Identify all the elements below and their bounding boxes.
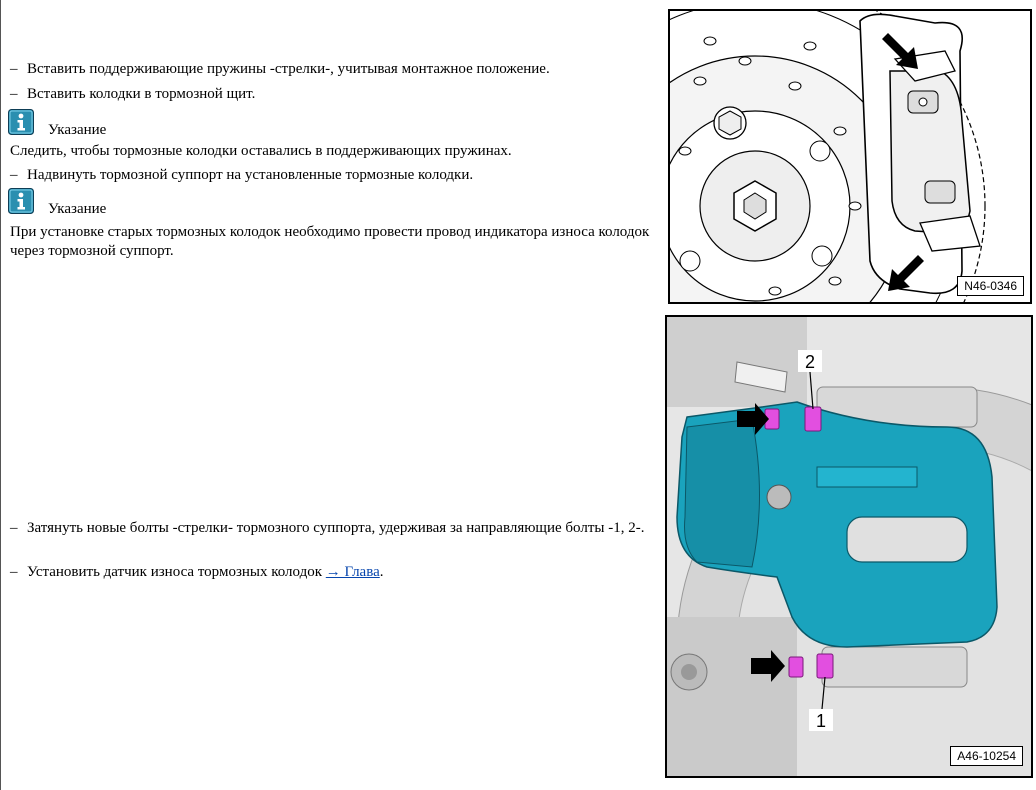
- step-dash: –: [10, 61, 18, 77]
- step-text: Затянуть новые болты -стрелки- тормозного суппорта, удерживая за направляющие болты -1, 2-.: [27, 520, 645, 536]
- figure-caliper-mounted: [665, 315, 1033, 778]
- note-text: При установке старых тормозных колодок необходимо провести провод индикатора износа колодок через тормозной суппорт.: [10, 224, 650, 259]
- brake-pad-illustration: [670, 11, 1030, 302]
- chapter-link[interactable]: → Глава: [325, 564, 380, 580]
- info-icon: [8, 109, 34, 135]
- left-border: [0, 0, 1, 790]
- info-icon: [8, 188, 34, 214]
- step-dash: –: [10, 564, 18, 580]
- step-text: Надвинуть тормозной суппорт на установленные тормозные колодки.: [27, 167, 474, 183]
- figure-caption: N46-0346: [957, 276, 1024, 296]
- step-slide-caliper: [10, 166, 650, 185]
- callout-1: 1: [815, 711, 827, 731]
- figure-brake-pads: [668, 9, 1032, 304]
- step-dash: –: [10, 520, 18, 536]
- note-label: Указание: [48, 201, 107, 217]
- step-text: Вставить поддерживающие пружины -стрелки-, учитывая монтажное положение.: [27, 61, 550, 77]
- step-end: .: [379, 564, 384, 580]
- step-insert-springs: [10, 60, 650, 79]
- step-text: Установить датчик износа тормозных колодок: [27, 564, 326, 580]
- step-dash: –: [10, 167, 18, 183]
- step-tighten-bolts: [10, 519, 650, 538]
- step-insert-pads: [10, 85, 650, 104]
- step-install-wear-sensor: [10, 563, 650, 582]
- step-dash: –: [10, 86, 18, 102]
- step-text: Вставить колодки в тормозной щит.: [27, 86, 256, 102]
- note-label: Указание: [48, 122, 107, 138]
- figure-caption: A46-10254: [950, 746, 1023, 766]
- note-text: Следить, чтобы тормозные колодки оставались в поддерживающих пружинах.: [10, 143, 512, 159]
- caliper-illustration: [667, 317, 1031, 776]
- callout-2: 2: [804, 352, 816, 372]
